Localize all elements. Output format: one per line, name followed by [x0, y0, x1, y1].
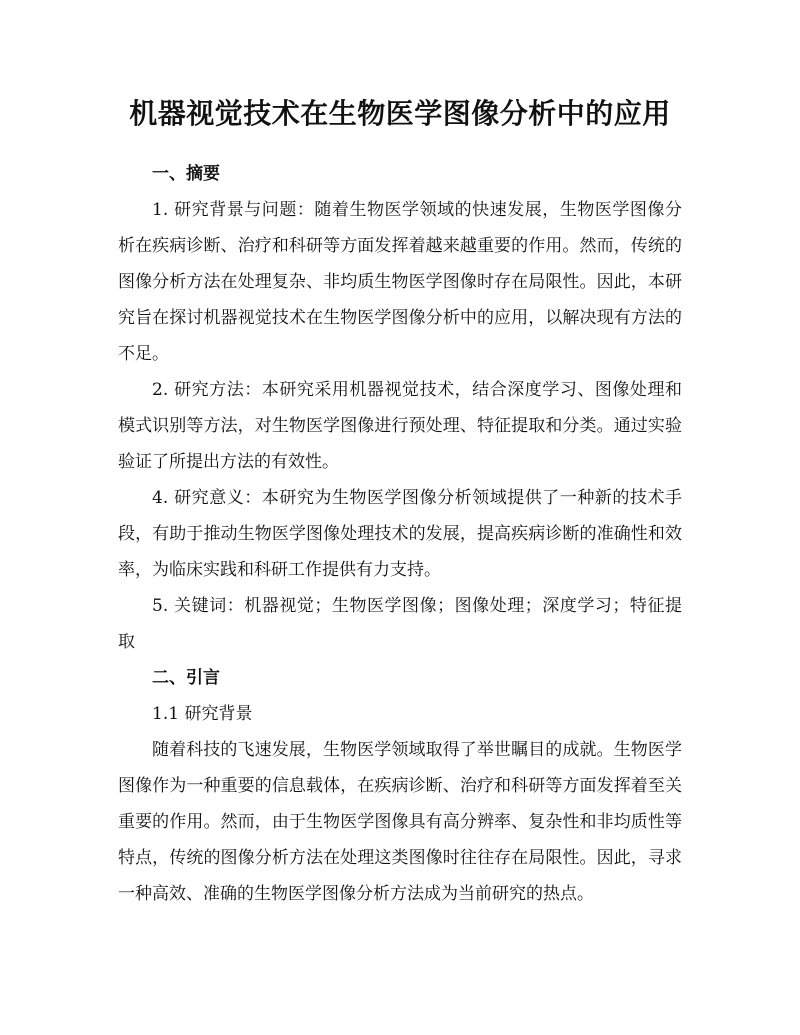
abstract-paragraph-significance: 4. 研究意义：本研究为生物医学图像分析领域提供了一种新的技术手段，有助于推动生物医学图像处理技术的发展，提高疾病诊断的准确性和效率，为临床实践和科研工作提供有力支持。	[118, 488, 682, 580]
abstract-paragraph-background: 1. 研究背景与问题：随着生物医学领域的快速发展，生物医学图像分析在疾病诊断、治疗和科研等方面发挥着越来越重要的作用。然而，传统的图像分析方法在处理复杂、非均质生物医学图像时存在局限性。因此，本研究旨在探讨机器视觉技术在生物医学图像分析中的应用，以解决现有方法的不足。	[118, 200, 682, 364]
document-title: 机器视觉技术在生物医学图像分析中的应用	[129, 97, 671, 130]
intro-subheading: 1.1 研究背景	[152, 704, 253, 724]
intro-paragraph: 随着科技的飞速发展，生物医学领域取得了举世瞩目的成就。生物医学图像作为一种重要的信息载体，在疾病诊断、治疗和科研等方面发挥着至关重要的作用。然而，由于生物医学图像具有高分辨率、复杂性和非均质性等特点，传统的图像分析方法在处理这类图像时往往存在局限性。因此，寻求一种高效、准确的生物医学图像分析方法成为当前研究的热点。	[118, 740, 682, 904]
abstract-paragraph-methods: 2. 研究方法：本研究采用机器视觉技术，结合深度学习、图像处理和模式识别等方法，对生物医学图像进行预处理、特征提取和分类。通过实验验证了所提出方法的有效性。	[118, 380, 682, 472]
abstract-paragraph-keywords: 5. 关键词：机器视觉；生物医学图像；图像处理；深度学习；特征提取	[118, 596, 682, 652]
abstract-heading: 一、摘要	[152, 164, 220, 184]
intro-heading: 二、引言	[152, 668, 220, 688]
